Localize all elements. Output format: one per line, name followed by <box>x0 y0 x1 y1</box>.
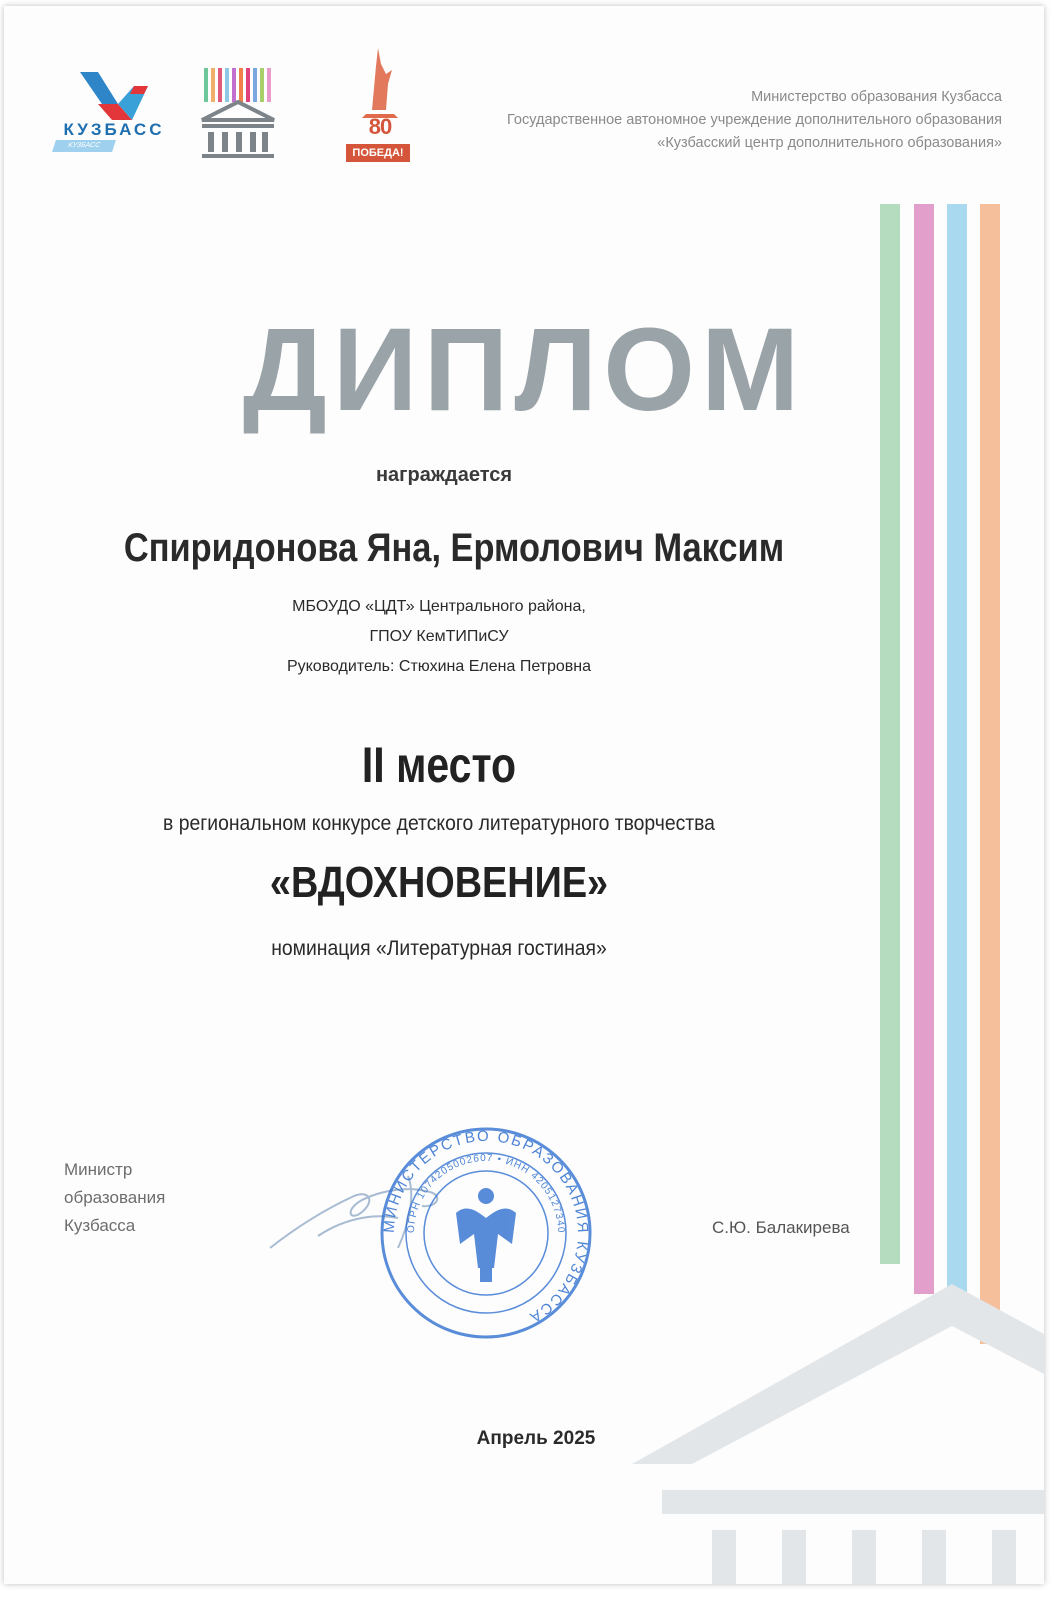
awarded-label: награждается <box>375 464 513 486</box>
diploma-page <box>4 6 1044 1584</box>
minister-line-3: Кузбасса <box>64 1216 136 1235</box>
kuzbass-logo-text: КУЗБАСС <box>63 120 165 139</box>
minister-line-1: Министр <box>64 1160 133 1179</box>
ministry-line-3: «Кузбасский центр дополнительного образования» <box>657 135 1002 151</box>
ministry-line-2: Государственное автономное учреждение дополнительного образования <box>507 112 1002 128</box>
kuzbass-logo-subtext: КУЗБАСС <box>52 140 116 152</box>
diploma-title: ДИПЛОМ <box>242 304 806 436</box>
victory-80-label: ПОБЕДА! <box>346 144 410 162</box>
contest-name: «ВДОХНОВЕНИЕ» <box>269 858 609 907</box>
ministry-line-1: Министерство образования Кузбасса <box>751 89 1002 105</box>
education-center-logo <box>198 64 278 160</box>
minister-line-2: образования <box>64 1188 166 1207</box>
official-seal <box>376 1118 596 1348</box>
seal-outer-text: МИНИСТЕРСТВО ОБРАЗОВАНИЯ КУЗБАССА <box>380 1127 592 1327</box>
organization-line-1: МБОУДО «ЦДТ» Центрального района, <box>292 598 586 615</box>
contest-description: в региональном конкурсе детского литературного творчества <box>163 811 715 835</box>
minister-title <box>64 1156 165 1240</box>
nomination: номинация «Литературная гостиная» <box>271 936 607 960</box>
organization-line-2: ГПОУ КемТИПиСУ <box>369 628 509 645</box>
double-headed-eagle-icon <box>456 1188 516 1282</box>
ministry-header <box>507 86 1002 155</box>
issue-date: Апрель 2025 <box>476 1428 596 1449</box>
victory-80-number: 80 <box>368 114 392 139</box>
recipient-names: Спиридонова Яна, Ермолович Максим <box>123 526 785 570</box>
seal-inner-text: ОГРН 1074205002607 • ИНН 4205127340 <box>405 1152 567 1234</box>
signatory-name: С.Ю. Балакирева <box>712 1218 850 1237</box>
building-watermark <box>622 1264 1044 1584</box>
supervisor-line: Руководитель: Стюхина Елена Петровна <box>286 658 592 675</box>
award-place: II место <box>361 737 517 793</box>
